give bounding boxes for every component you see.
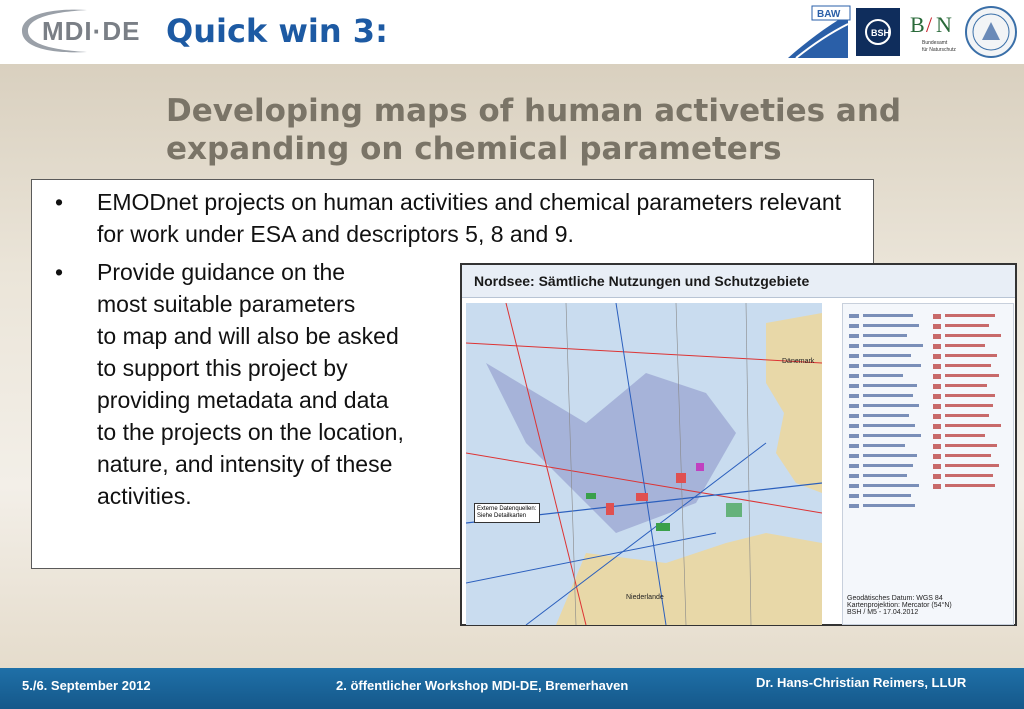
map-graphic [466, 303, 822, 625]
footer-date: 5./6. September 2012 [22, 678, 151, 693]
slide-header [0, 0, 1024, 64]
svg-text:für Naturschutz: für Naturschutz [922, 47, 956, 53]
mdi-de-logo [12, 6, 162, 56]
footer-event: 2. öffentlicher Workshop MDI-DE, Bremerhaven [336, 678, 629, 693]
north-sea-usage-map [460, 263, 1017, 626]
bullet-marker: • [55, 189, 64, 215]
svg-text:BAW: BAW [817, 9, 841, 20]
svg-text:BSH: BSH [871, 28, 891, 38]
map-title: Nordsee: Sämtliche Nutzungen und Schutzgebiete [474, 273, 810, 289]
map-label-niederlande: Niederlande [626, 594, 664, 601]
map-legend [842, 303, 1014, 625]
map-projection: Kartenprojektion: Mercator (54°N) [847, 602, 952, 609]
bfn-logo [906, 6, 962, 58]
mdi-de-logo-text: MDI·DE [42, 16, 141, 46]
bullet-text-2: Provide guidance on the most suitable parameters to map and will also be asked to support this project by providing metadata and data to the projects on the location, nature, and intensity of these activities. [97, 259, 404, 509]
baw-logo [788, 6, 850, 58]
map-credit [847, 595, 1007, 616]
bullet-text-1: EMODnet projects on human activities and chemical parameters relevant for work under ESA and descriptors 5, 8 and 9. [97, 189, 842, 247]
svg-text:B: B [910, 12, 925, 37]
bullet-marker: • [55, 259, 64, 285]
map-source: BSH / M5 - 17.04.2012 [847, 609, 919, 616]
bsh-logo [856, 8, 900, 56]
svg-text:Bundesamt: Bundesamt [922, 40, 948, 46]
partner-logos [786, 2, 1018, 62]
svg-text:N: N [936, 12, 952, 37]
slide-footer [0, 668, 1024, 709]
slide-title: Quick win 3: [166, 12, 388, 50]
university-seal-logo [966, 7, 1016, 57]
map-extern-note: Externe Datenquellen: Siehe Detailkarten [474, 503, 540, 523]
slide-subtitle: Developing maps of human activeties and expanding on chemical parameters [166, 93, 902, 167]
footer-author: Dr. Hans-Christian Reimers, LLUR [756, 675, 967, 690]
map-label-daenemark: Dänemark [782, 358, 815, 365]
svg-text:/: / [926, 12, 933, 37]
map-datum: Geodätisches Datum: WGS 84 [847, 595, 943, 602]
